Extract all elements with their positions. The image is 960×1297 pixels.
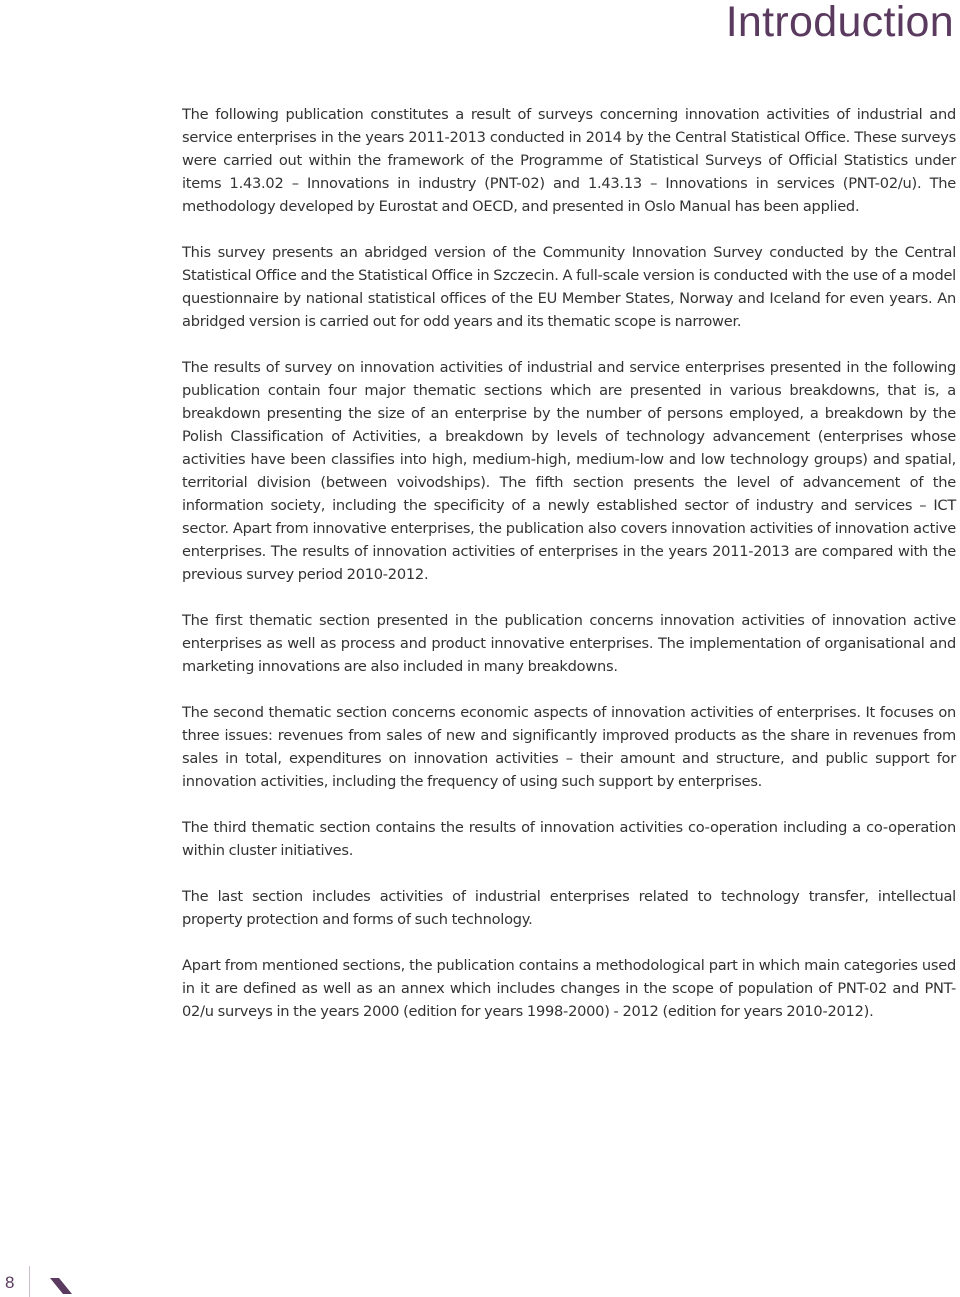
paragraph-last-section: The last section includes activities of industrial enterprises related to technology transfer, intellectual property protection and forms of such technology. xyxy=(182,888,956,928)
slash-mark-icon xyxy=(50,1278,72,1294)
paragraph-thematic-sections: The results of survey on innovation activities of industrial and service enterprises presented in the following publication contain four major thematic sections which are presented in various breakdowns, that is, a breakdown presenting the size of an enterprise by the number of persons employed, a breakdown by the Polish Classification of Activities, a breakdown by levels of technology advancement (enterprises whose activities have been classifies into high, medium-high, medium-low and low technology groups) and spatial, territorial division (between voivodships). The fifth section presents the level of advancement of the information society, including the specificity of a newly established sector of industry and services – ICT sector. Apart from innovative enterprises, the publication also covers innovation activities of innovation active enterprises. The results of innovation activities of enterprises in the years 2011-2013 are compared with the previous survey period 2010-2012. xyxy=(182,359,956,583)
introduction-body xyxy=(182,103,956,1046)
page-number: 8 xyxy=(5,1273,15,1292)
paragraph-second-section: The second thematic section concerns economic aspects of innovation activities of enterprises. It focuses on three issues: revenues from sales of new and significantly improved products as the share in revenues from sales in total, expenditures on innovation activities – their amount and structure, and public support for innovation activities, including the frequency of using such support by enterprises. xyxy=(182,704,956,790)
footer-divider xyxy=(29,1266,30,1297)
paragraph-first-section: The first thematic section presented in the publication concerns innovation activities of innovation active enterprises as well as process and product innovative enterprises. The implementation of organisational and marketing innovations are also included in many breakdowns. xyxy=(182,612,956,675)
page-title: Introduction xyxy=(725,0,954,46)
paragraph-abridged-version: This survey presents an abridged version of the Community Innovation Survey conducted by the Central Statistical Office and the Statistical Office in Szczecin. A full-scale version is conducted with the use of a model questionnaire by national statistical offices of the EU Member States, Norway and Iceland for even years. An abridged version is carried out for odd years and its thematic scope is narrower. xyxy=(182,244,956,330)
paragraph-third-section: The third thematic section contains the results of innovation activities co-operation including a co-operation within cluster initiatives. xyxy=(182,819,956,859)
paragraph-publication-scope: The following publication constitutes a result of surveys concerning innovation activities of industrial and service enterprises in the years 2011-2013 conducted in 2014 by the Central Statistical Office. These surveys were carried out within the framework of the Programme of Statistical Surveys of Official Statistics under items 1.43.02 – Innovations in industry (PNT-02) and 1.43.13 – Innovations in services (PNT-02/u). The methodology developed by Eurostat and OECD, and presented in Oslo Manual has been applied. xyxy=(182,106,956,215)
paragraph-methodology-annex: Apart from mentioned sections, the publication contains a methodological part in which main categories used in it are defined as well as an annex which includes changes in the scope of population of PNT-02 and PNT-02/u surveys in the years 2000 (edition for years 1998-2000) - 2012 (edition for years 2010-2012). xyxy=(182,957,956,1020)
